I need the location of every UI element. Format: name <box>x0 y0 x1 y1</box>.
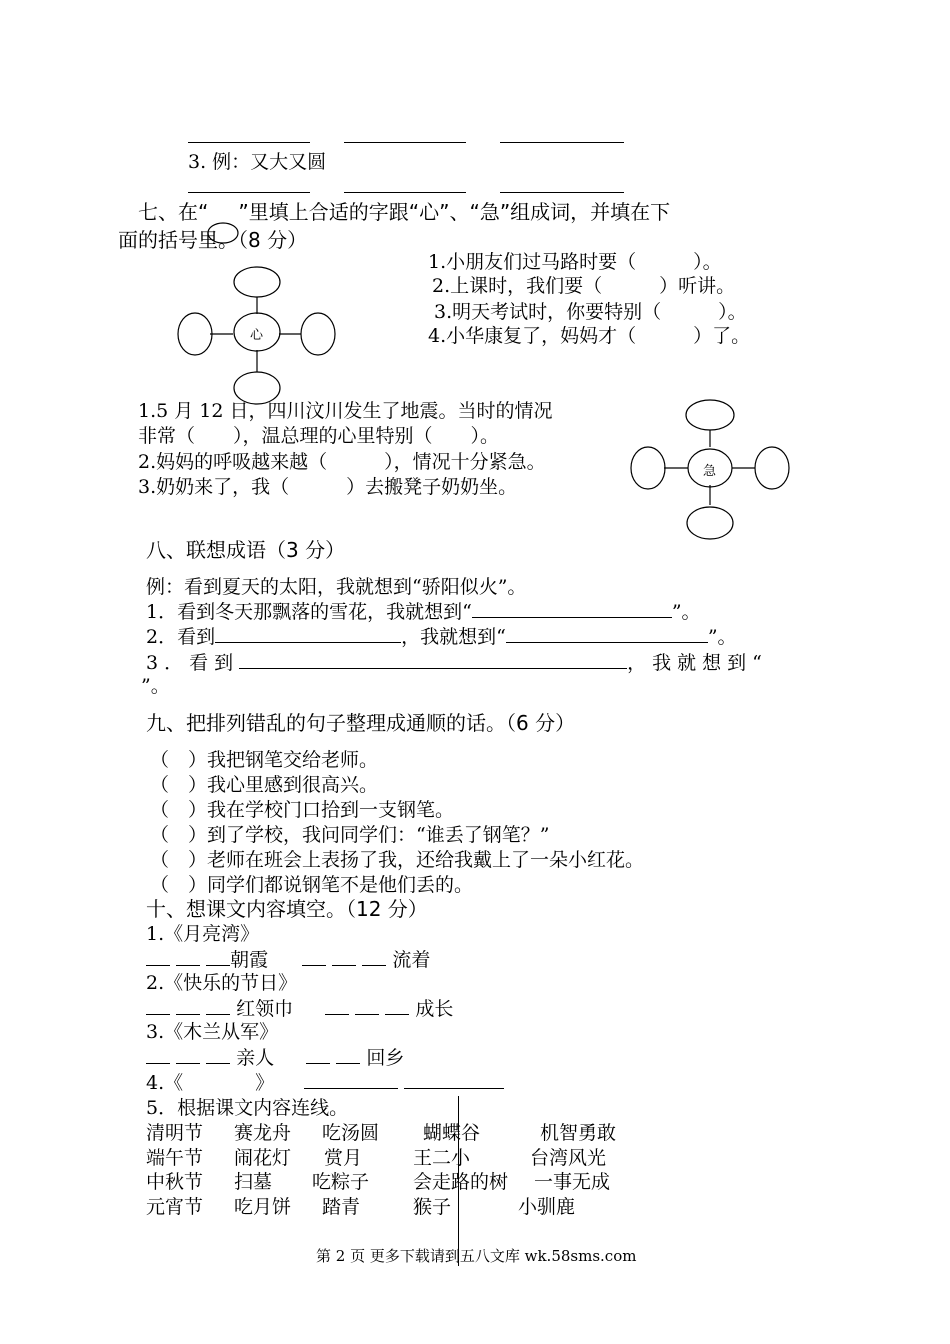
match-col-lesson <box>413 1121 508 1219</box>
word-blank[interactable] <box>325 996 349 1015</box>
word-blank[interactable] <box>176 996 200 1015</box>
word-blank[interactable] <box>362 947 386 966</box>
xin-word-diagram <box>176 266 376 416</box>
word-blank[interactable] <box>302 947 326 966</box>
match-item[interactable]: 吃月饼 <box>234 1195 292 1218</box>
sec10-row2 <box>146 996 453 1021</box>
match-item[interactable]: 中秋节 <box>146 1171 204 1193</box>
sec8-item2 <box>146 624 737 649</box>
idiom-blank-1[interactable] <box>472 599 672 618</box>
word-chaoxia: 朝霞 <box>230 949 269 971</box>
match-item[interactable]: 王二小 <box>413 1146 471 1169</box>
match-item[interactable]: 猴子 <box>413 1195 452 1218</box>
ji-char: 急 <box>703 464 717 479</box>
match-item[interactable]: 端午节 <box>146 1146 204 1169</box>
xin-sentence-4: 4.小华康复了，妈妈才（ ）了。 <box>428 325 751 347</box>
sec7-title-part1: 七、在“ <box>138 200 209 224</box>
page-footer: 第 2 页 更多下载请到五八文库 wk.58sms.com <box>316 1247 637 1265</box>
sec9-item-6: （ ）同学们都说钢笔不是他们丢的。 <box>150 874 474 896</box>
match-col-custom <box>234 1121 291 1219</box>
idiom-scene-blank-2[interactable] <box>215 624 401 643</box>
word-blank[interactable] <box>146 947 170 966</box>
sec8-item1-text: 1．看到冬天那飘落的雪花，我就想到“ <box>146 601 472 623</box>
sec10-text2-title: 2.《快乐的节日》 <box>146 972 298 994</box>
word-blank[interactable] <box>176 1045 200 1064</box>
sec8-title: 八、联想成语（3 分） <box>146 538 346 562</box>
sec10-text1-title: 1.《月亮湾》 <box>146 923 260 945</box>
word-blank[interactable] <box>146 1045 170 1064</box>
match-item[interactable]: 机智勇敢 <box>540 1122 617 1144</box>
sec8-item3-end: ”。 <box>141 675 170 697</box>
word-blank[interactable] <box>332 947 356 966</box>
match-item[interactable]: 一事无成 <box>534 1171 611 1193</box>
sec7-title-line2: 面的括号里。（8 分） <box>118 228 308 252</box>
ji-sentence-3: 2.妈妈的呼吸越来越（ ），情况十分紧急。 <box>138 451 546 473</box>
xin-sentence-1: 1.小朋友们过马路时要（ ）。 <box>428 251 722 273</box>
answer-line <box>500 142 624 143</box>
word-blank[interactable] <box>206 947 230 966</box>
sec8-item3-text: 3．看到 <box>146 652 240 674</box>
match-item[interactable]: 赏月 <box>324 1146 363 1169</box>
sec10-text3-title: 3.《木兰从军》 <box>146 1021 279 1043</box>
match-item[interactable]: 吃汤圆 <box>322 1122 380 1144</box>
ji-sentence-4: 3.奶奶来了，我（ ）去搬凳子奶奶坐。 <box>138 476 518 498</box>
word-qinren: 亲人 <box>236 1047 275 1069</box>
sec8-item2-end: ”。 <box>707 626 737 648</box>
sec8-item3-mid: ，我就想到“ <box>627 652 768 674</box>
word-blank[interactable] <box>206 996 230 1015</box>
word-blank[interactable] <box>336 1045 360 1064</box>
sec10-row4 <box>146 1070 504 1095</box>
sec9-item-1: （ ）我把钢笔交给老师。 <box>150 749 379 771</box>
match-col-food <box>312 1121 380 1219</box>
idiom-scene-blank-3[interactable] <box>239 650 627 669</box>
sec10-row1 <box>146 947 430 972</box>
match-item[interactable]: 吃粽子 <box>312 1171 370 1193</box>
word-liuzhe: 流着 <box>392 949 431 971</box>
ji-sentence-1: 1.5 月 12 日，四川汶川发生了地震。当时的情况 <box>138 400 553 422</box>
sec10-row3 <box>146 1045 404 1070</box>
match-item[interactable]: 台湾风光 <box>530 1146 607 1169</box>
sec8-item2-text: 2．看到 <box>146 626 216 648</box>
word-blank[interactable] <box>206 1045 230 1064</box>
sec8-item1-end: ”。 <box>671 601 701 623</box>
match-item[interactable]: 扫墓 <box>234 1171 273 1193</box>
ji-sentence-2: 非常（ ），温总理的心里特别（ ）。 <box>138 425 500 447</box>
book-open: 4.《 <box>146 1072 184 1094</box>
sec8-example: 例：看到夏天的太阳，我就想到“骄阳似火”。 <box>146 576 527 598</box>
match-item[interactable]: 赛龙舟 <box>234 1122 292 1144</box>
sec10-item5: 5．根据课文内容连线。 <box>146 1097 349 1119</box>
match-item[interactable]: 清明节 <box>146 1122 204 1144</box>
idiom-blank-2[interactable] <box>506 624 708 643</box>
vertical-divider <box>458 1096 459 1266</box>
word-blank[interactable] <box>176 947 200 966</box>
xin-sentence-3: 3.明天考试时，你要特别（ ）。 <box>434 301 747 323</box>
match-col-festival <box>146 1121 203 1219</box>
sec9-item-2: （ ）我心里感到很高兴。 <box>150 774 379 796</box>
sec8-item1 <box>146 599 701 624</box>
book-close: 》 <box>255 1072 275 1094</box>
sec9-item-3: （ ）我在学校门口拾到一支钢笔。 <box>150 799 455 821</box>
ji-word-diagram <box>630 399 830 549</box>
word-blank[interactable] <box>306 1045 330 1064</box>
match-item[interactable]: 蝴蝶谷 <box>423 1122 481 1144</box>
match-item[interactable]: 踏青 <box>322 1195 361 1218</box>
word-huixiang: 回乡 <box>366 1047 405 1069</box>
match-item[interactable]: 会走路的树 <box>413 1171 509 1193</box>
xin-char: 心 <box>250 328 264 343</box>
answer-line <box>188 192 310 193</box>
answer-line <box>344 142 466 143</box>
sec9-title: 九、把排列错乱的句子整理成通顺的话。（6 分） <box>146 711 576 735</box>
word-blank[interactable] <box>385 996 409 1015</box>
word-blank[interactable] <box>404 1070 504 1089</box>
match-item[interactable]: 闹花灯 <box>234 1146 292 1169</box>
match-col-theme <box>518 1121 616 1219</box>
sec10-title: 十、想课文内容填空。（12 分） <box>146 897 428 921</box>
xin-sentence-2: 2.上课时，我们要（ ）听讲。 <box>432 275 736 297</box>
sec7-title-part2: ”里填上合适的字跟“心”、“急”组成词，并填在下 <box>238 200 671 224</box>
match-item[interactable]: 小驯鹿 <box>518 1195 576 1218</box>
sec6-item3: 3. 例：又大又圆 <box>188 151 327 173</box>
sec8-item3 <box>146 650 768 675</box>
word-chengzhang: 成长 <box>415 998 454 1020</box>
answer-line <box>188 142 310 143</box>
word-blank[interactable] <box>355 996 379 1015</box>
word-blank[interactable] <box>146 996 170 1015</box>
answer-line <box>344 192 466 193</box>
sec9-item-5: （ ）老师在班会上表扬了我，还给我戴上了一朵小红花。 <box>150 849 645 871</box>
sec8-item2-mid: ，我就想到“ <box>401 626 506 648</box>
word-blank[interactable] <box>304 1070 398 1089</box>
word-honglingjin: 红领巾 <box>236 998 294 1020</box>
sec9-item-4: （ ）到了学校，我问同学们：“谁丢了钢笔？” <box>150 824 550 846</box>
sec7-title <box>138 199 670 225</box>
answer-line <box>500 192 624 193</box>
match-item[interactable]: 元宵节 <box>146 1195 204 1218</box>
